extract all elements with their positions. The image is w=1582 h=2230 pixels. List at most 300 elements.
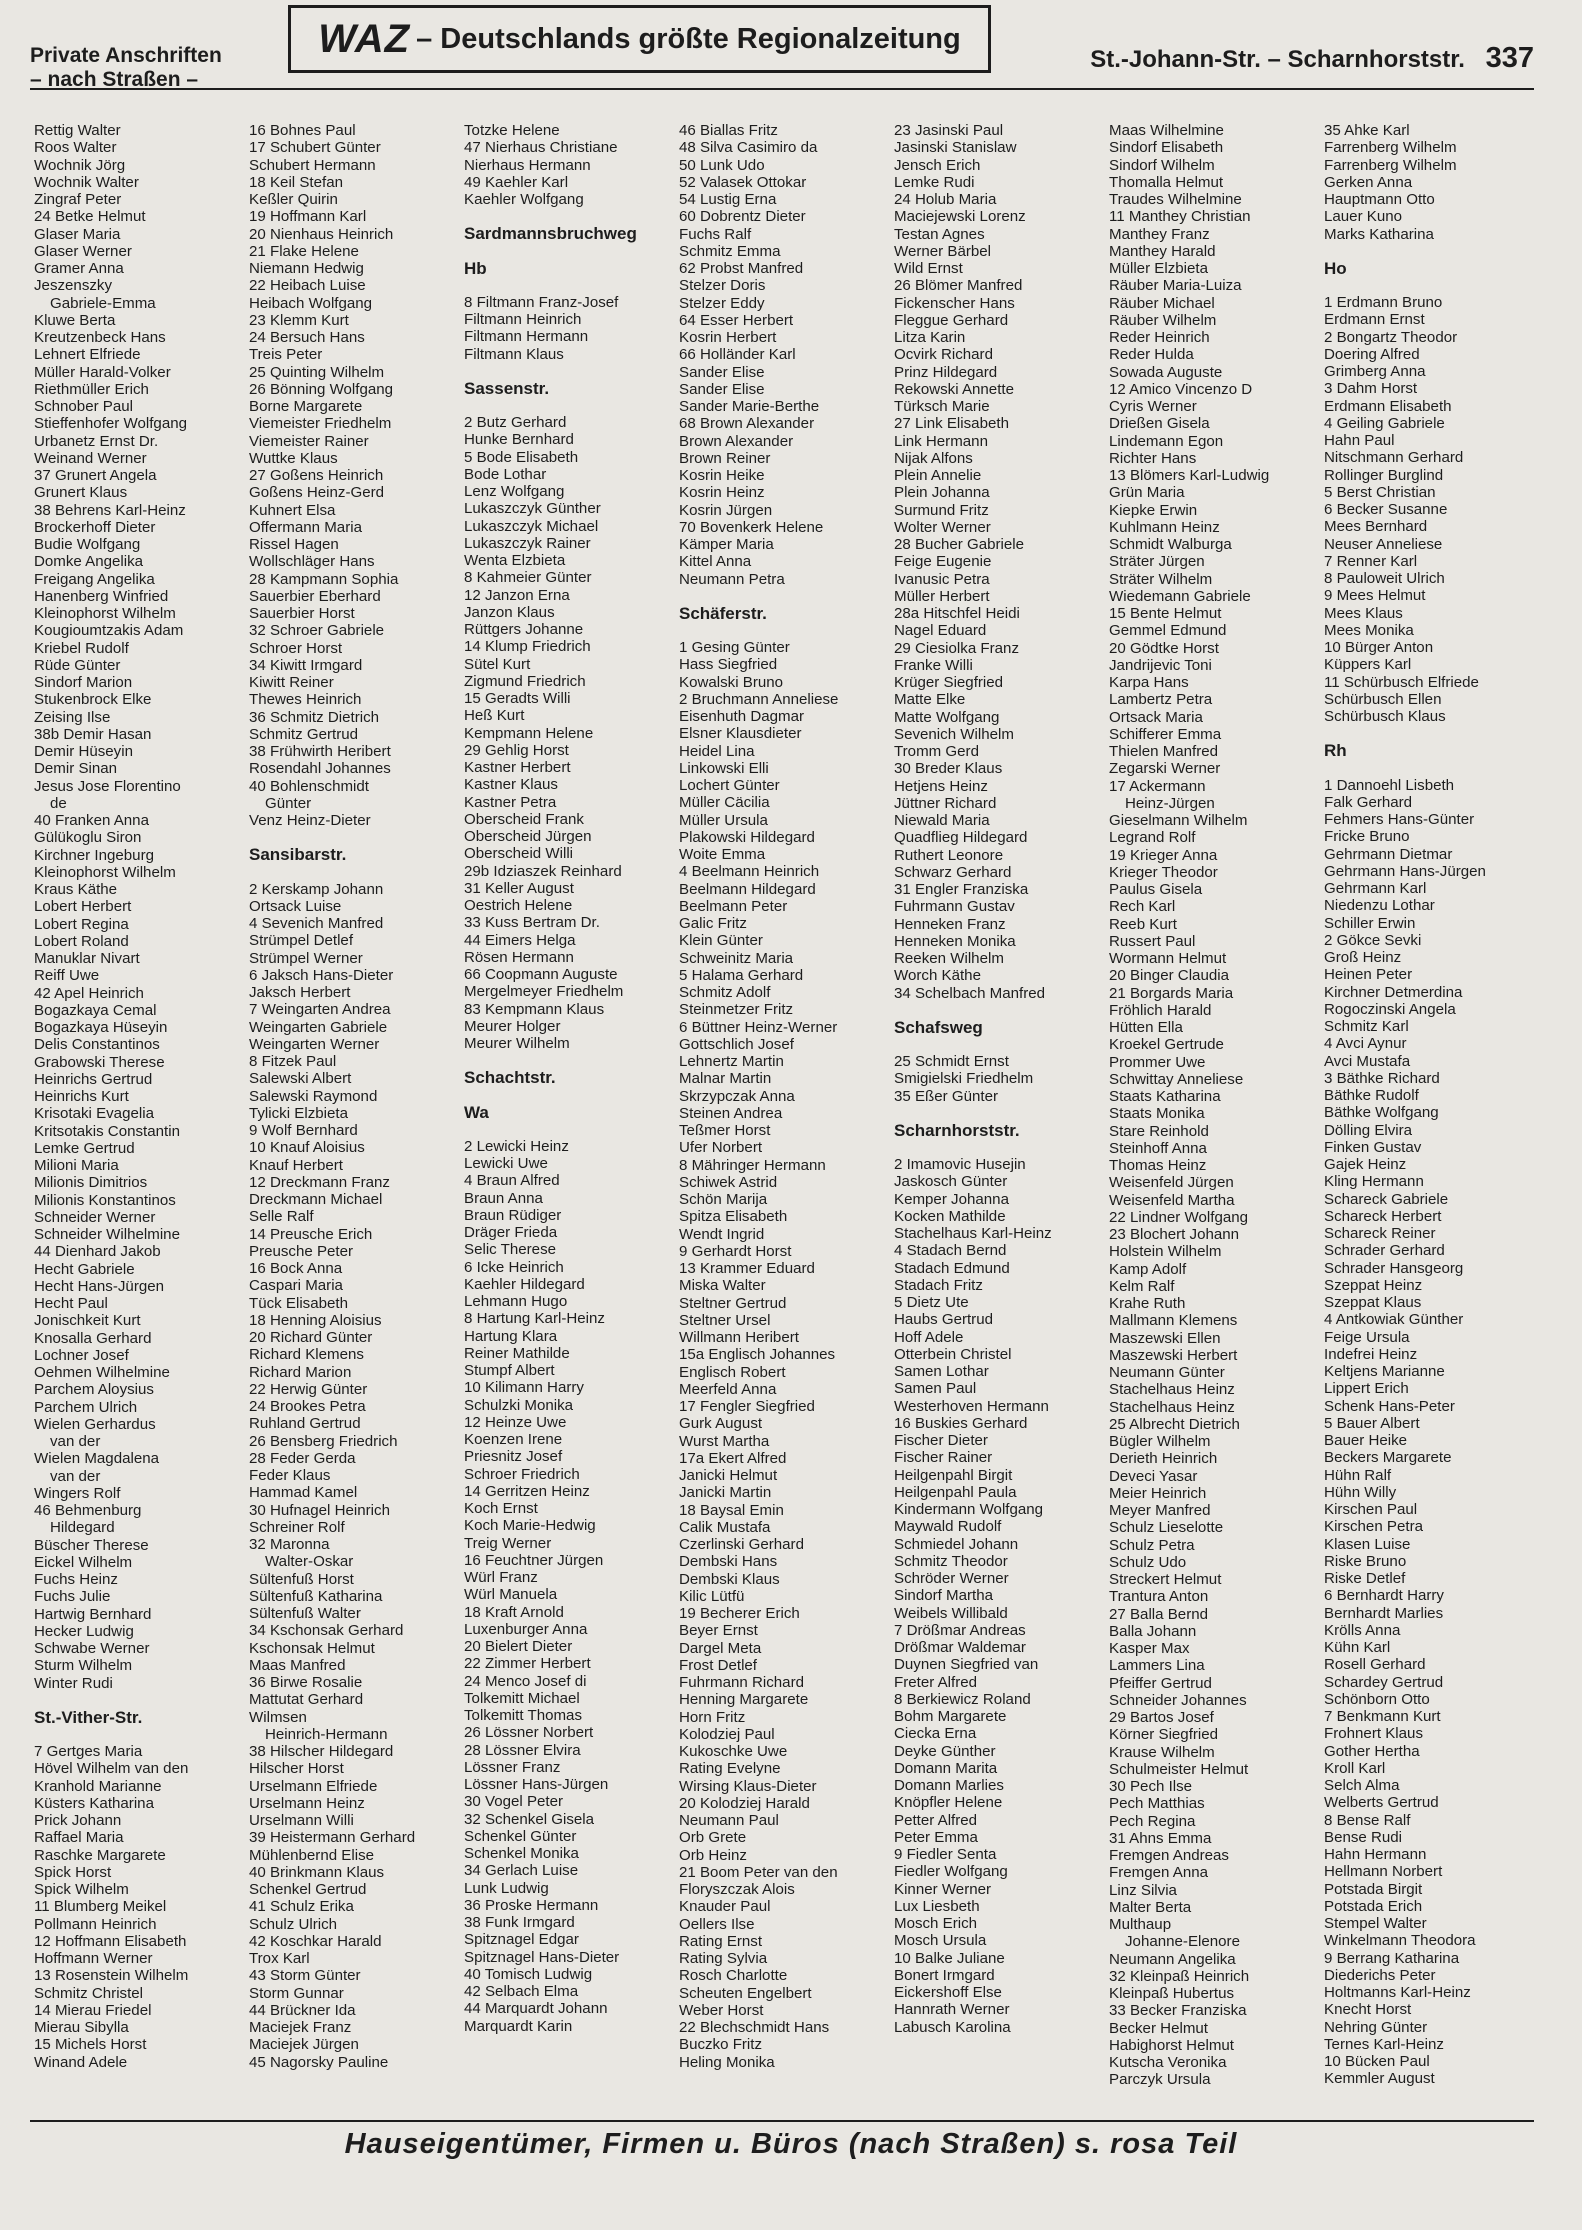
resident-entry: Stadach Fritz — [894, 1276, 983, 1294]
district-code: Ho — [1324, 258, 1347, 278]
resident-entry: Mosch Erich — [894, 1915, 978, 1932]
resident-entry: Steinmetzer Fritz — [679, 1001, 794, 1019]
resident-entry: Krahe Ruth — [1109, 1295, 1186, 1312]
resident-entry: 44 Brückner Ida — [249, 2001, 356, 2019]
resident-entry: Jaksch Herbert — [249, 984, 351, 1001]
resident-entry: 11 Blumberg Meikel — [34, 1898, 167, 1916]
resident-entry: Schenk Hans-Peter — [1324, 1397, 1455, 1415]
resident-entry: Gurk August — [679, 1415, 763, 1433]
resident-entry: Lewicki Uwe — [464, 1155, 548, 1172]
resident-entry: 12 Amico Vincenzo D — [1109, 380, 1253, 398]
resident-entry: Quadflieg Hildegard — [894, 829, 1028, 847]
resident-entry: 21 Boom Peter van den — [679, 1863, 838, 1881]
resident-entry: 9 Fiedler Senta — [894, 1846, 997, 1863]
resident-entry: Fleggue Gerhard — [894, 311, 1009, 329]
resident-entry: Marks Katharina — [1324, 225, 1434, 243]
resident-entry: Spick Horst — [34, 1863, 112, 1881]
resident-entry: 8 Fitzek Paul — [249, 1053, 337, 1070]
resident-entry: 28 Kampmann Sophia — [249, 570, 399, 588]
resident-entry: Stachelhaus Heinz — [1109, 1381, 1235, 1399]
resident-entry: 5 Bauer Albert — [1324, 1414, 1420, 1432]
resident-entry: Heilgenpahl Paula — [894, 1483, 1017, 1501]
resident-entry: Hahn Hermann — [1324, 1846, 1427, 1863]
resident-entry: Gehrmann Dietmar — [1324, 845, 1453, 863]
resident-entry: 43 Storm Günter — [249, 1967, 361, 1985]
resident-entry: 4 Stadach Bernd — [894, 1242, 1007, 1260]
resident-entry: Dembski Klaus — [679, 1570, 780, 1588]
resident-entry: Tylicki Elzbieta — [249, 1104, 348, 1122]
resident-entry: Hannrath Werner — [894, 2001, 1010, 2019]
resident-entry: 27 Link Elisabeth — [894, 415, 1009, 433]
resident-entry: 66 Coopmann Auguste — [464, 966, 618, 983]
resident-entry: Rollinger Burglind — [1324, 466, 1444, 484]
resident-entry: 15a Englisch Johannes — [679, 1346, 836, 1364]
resident-entry: Maas Manfred — [249, 1656, 346, 1674]
resident-entry: Lukaszczyk Michael — [464, 517, 599, 535]
resident-entry: Sauerbier Eberhard — [249, 587, 381, 605]
resident-entry: Körner Siegfried — [1109, 1726, 1219, 1744]
resident-entry: Kirchner Ingeburg — [34, 846, 154, 864]
resident-entry: Kirchner Detmerdina — [1324, 983, 1463, 1001]
resident-entry: Samen Paul — [894, 1380, 977, 1398]
resident-entry: Maywald Rudolf — [894, 1518, 1002, 1536]
resident-entry: Grunert Klaus — [34, 484, 128, 502]
resident-entry: Litza Karin — [894, 329, 966, 346]
resident-entry: 10 Kilimann Harry — [464, 1379, 584, 1397]
resident-entry: Tolkemitt Michael — [464, 1689, 580, 1707]
resident-entry: Kemmler August — [1324, 2070, 1435, 2088]
resident-entry: Hövel Wilhelm van den — [34, 1760, 189, 1778]
resident-entry: Feder Klaus — [249, 1467, 331, 1484]
resident-entry: Malnar Martin — [679, 1070, 772, 1088]
resident-entry: Neumann Paul — [679, 1812, 779, 1829]
resident-entry: Wolter Werner — [894, 518, 991, 536]
resident-entry: 31 Engler Franziska — [894, 881, 1029, 898]
resident-entry: Cyris Werner — [1109, 398, 1197, 415]
resident-entry: Rissel Hagen — [249, 536, 339, 553]
resident-entry: Schulz Ulrich — [249, 1915, 338, 1933]
resident-entry: Franke Willi — [894, 656, 973, 674]
resident-entry: Kuhlmann Heinz — [1109, 518, 1220, 536]
resident-entry: 13 Rosenstein Wilhelm — [34, 1967, 189, 1985]
resident-entry: Jüttner Richard — [894, 794, 997, 812]
resident-entry: Mattutat Gerhard — [249, 1691, 364, 1709]
resident-entry: Reeb Kurt — [1109, 915, 1177, 933]
resident-entry: Müller Elzbieta — [1109, 260, 1208, 277]
resident-entry: 2 Bongartz Theodor — [1324, 328, 1458, 346]
resident-entry: 14 Gerritzen Heinz — [464, 1482, 590, 1500]
resident-entry: Brown Alexander — [679, 432, 794, 450]
resident-entry: Schneider Johannes — [1109, 1691, 1247, 1709]
resident-entry: Kirschen Paul — [1324, 1501, 1418, 1518]
resident-entry: Ruhland Gertrud — [249, 1415, 361, 1433]
resident-entry: 62 Probst Manfred — [679, 260, 804, 277]
resident-entry: Wirsing Klaus-Dieter — [679, 1777, 817, 1795]
resident-entry: Zeising Ilse — [34, 708, 111, 726]
resident-entry: Pech Regina — [1109, 1812, 1196, 1830]
resident-entry: 13 Blömers Karl-Ludwig — [1109, 467, 1270, 484]
resident-entry: 20 Nienhaus Heinrich — [249, 225, 394, 243]
resident-entry: Linz Silvia — [1109, 1881, 1177, 1899]
resident-entry: Ternes Karl-Heinz — [1324, 2035, 1444, 2053]
resident-entry: Ortsack Luise — [249, 897, 342, 915]
resident-entry: Szeppat Heinz — [1324, 1276, 1423, 1294]
resident-entry: Urselmann Willi — [249, 1812, 354, 1829]
resident-entry: 44 Marquardt Johann — [464, 2000, 608, 2018]
resident-entry: 34 Kschonsak Gerhard — [249, 1622, 404, 1640]
resident-entry: Neumann Angelika — [1109, 1950, 1236, 1968]
waz-logo: WAZ — [318, 16, 411, 61]
resident-entry: Kroekel Gertrude — [1109, 1036, 1224, 1054]
resident-entry: Gemmel Edmund — [1109, 622, 1227, 640]
resident-entry: Rosendahl Johannes — [249, 760, 391, 778]
resident-entry: Staats Monika — [1109, 1105, 1205, 1123]
resident-entry: Braun Rüdiger — [464, 1206, 562, 1224]
resident-entry: Mosch Ursula — [894, 1932, 987, 1950]
resident-entry: Reder Hulda — [1109, 346, 1194, 364]
resident-entry: Kittel Anna — [679, 553, 752, 571]
directory-column-4 — [679, 122, 884, 2112]
resident-entry: 19 Krieger Anna — [1109, 846, 1218, 864]
resident-entry: Müller Ursula — [679, 811, 768, 829]
resident-entry: Petter Alfred — [894, 1811, 978, 1829]
resident-entry: 40 Franken Anna — [34, 812, 149, 829]
resident-entry: Sindorf Martha — [894, 1587, 993, 1605]
resident-entry: 10 Bürger Anton — [1324, 639, 1434, 656]
resident-entry: Filtmann Hermann — [464, 328, 589, 346]
resident-entry: Lobert Regina — [34, 915, 129, 933]
resident-entry: Sander Elise — [679, 363, 765, 381]
resident-entry: 16 Bohnes Paul — [249, 122, 356, 139]
resident-entry: 19 Becherer Erich — [679, 1605, 800, 1622]
resident-entry: 83 Kempmann Klaus — [464, 1000, 605, 1018]
resident-entry: Lux Liesbeth — [894, 1897, 980, 1915]
resident-entry: Schneider Wilhelmine — [34, 1226, 180, 1243]
resident-entry: Knecht Horst — [1324, 2001, 1412, 2019]
resident-entry: 16 Bock Anna — [249, 1260, 343, 1277]
resident-entry: 5 Dietz Ute — [894, 1294, 969, 1311]
resident-entry: Stachelhaus Karl-Heinz — [894, 1225, 1052, 1242]
resident-entry: 14 Mierau Friedel — [34, 2001, 152, 2019]
resident-entry: Hellmann Norbert — [1324, 1863, 1443, 1881]
resident-entry: Luxenburger Anna — [464, 1620, 588, 1638]
resident-entry: 23 Klemm Kurt — [249, 311, 349, 329]
resident-entry: Mees Bernhard — [1324, 518, 1428, 536]
resident-entry: Meerfeld Anna — [679, 1380, 777, 1398]
resident-entry: Wochnik Walter — [34, 173, 139, 191]
resident-entry: Woite Emma — [679, 846, 766, 863]
resident-entry: Bernhardt Marlies — [1324, 1604, 1444, 1622]
resident-entry: Holstein Wilhelm — [1109, 1243, 1222, 1261]
resident-entry: 8 Hartung Karl-Heinz — [464, 1310, 605, 1328]
resident-entry: Kschonsak Helmut — [249, 1639, 375, 1657]
resident-entry: Weingarten Gabriele — [249, 1018, 388, 1036]
resident-entry: Lehmann Hugo — [464, 1293, 568, 1310]
resident-entry: Heinrichs Gertrud — [34, 1070, 153, 1088]
resident-entry: Hecht Gabriele — [34, 1260, 135, 1278]
resident-entry: Domke Angelika — [34, 553, 144, 571]
resident-entry: Reiff Uwe — [34, 967, 100, 985]
resident-entry: Hoffmann Werner — [34, 1950, 153, 1967]
resident-entry: Kiepke Erwin — [1109, 501, 1198, 519]
resident-entry: Bense Rudi — [1324, 1828, 1403, 1846]
resident-entry: Fuchs Ralf — [679, 225, 752, 243]
resident-entry: Maas Wilhelmine — [1109, 122, 1224, 139]
resident-entry: Sander Elise — [679, 380, 765, 398]
resident-entry: Schareck Reiner — [1324, 1225, 1436, 1242]
resident-entry: Deyke Günther — [894, 1742, 996, 1760]
resident-entry: Steinhoff Anna — [1109, 1139, 1207, 1157]
resident-entry: Kindermann Wolfgang — [894, 1501, 1044, 1518]
resident-entry: Sültenfuß Horst — [249, 1570, 354, 1588]
resident-entry: 49 Kaehler Karl — [464, 173, 569, 191]
resident-entry: Mergelmeyer Friedhelm — [464, 983, 624, 1001]
resident-entry: Stadach Edmund — [894, 1259, 1010, 1277]
resident-entry: Sevenich Wilhelm — [894, 725, 1014, 743]
resident-entry: Willmann Heribert — [679, 1329, 799, 1346]
resident-entry: Stieffenhofer Wolfgang — [34, 415, 188, 433]
resident-entry: Filtmann Heinrich — [464, 311, 582, 328]
resident-entry: Kosrin Heinz — [679, 484, 765, 502]
resident-entry: Budie Wolfgang — [34, 536, 141, 553]
resident-entry: Beelmann Peter — [679, 897, 788, 915]
resident-entry: Keltjens Marianne — [1324, 1363, 1445, 1380]
resident-entry: Brockerhoff Dieter — [34, 518, 156, 536]
resident-entry: Eisenhuth Dagmar — [679, 708, 805, 725]
resident-entry: Teßmer Horst — [679, 1122, 771, 1139]
resident-entry: Lössner Hans-Jürgen — [464, 1776, 609, 1793]
resident-entry: Schmitz Emma — [679, 242, 781, 260]
resident-entry: Samen Lothar — [894, 1363, 989, 1380]
resident-entry: Sütel Kurt — [464, 655, 531, 673]
resident-entry: Zingraf Peter — [34, 191, 122, 208]
resident-entry: Würl Franz — [464, 1569, 538, 1586]
resident-entry: Rosell Gerhard — [1324, 1656, 1426, 1674]
resident-entry: Plein Johanna — [894, 484, 990, 502]
resident-entry: Wendt Ingrid — [679, 1225, 765, 1243]
resident-entry: Szeppat Klaus — [1324, 1294, 1422, 1311]
resident-entry: Milionis Dimitrios — [34, 1174, 148, 1192]
resident-entry: 4 Antkowiak Günther — [1324, 1311, 1464, 1329]
resident-entry: Räuber Michael — [1109, 294, 1215, 312]
resident-entry: Nagel Eduard — [894, 622, 987, 640]
resident-entry: Strümpel Detlef — [249, 932, 354, 950]
resident-entry: Calik Mustafa — [679, 1518, 771, 1536]
resident-entry: 38 Hilscher Hildegard — [249, 1743, 394, 1760]
resident-entry: Dargel Meta — [679, 1639, 762, 1657]
resident-entry: 36 Proske Hermann — [464, 1896, 599, 1914]
resident-entry: Raschke Margarete — [34, 1846, 166, 1864]
resident-entry: Fuhrmann Gustav — [894, 898, 1015, 916]
resident-entry: 7 Weingarten Andrea — [249, 1001, 391, 1019]
resident-entry: Potstada Birgit — [1324, 1880, 1423, 1898]
resident-entry: Kriebel Rudolf — [34, 639, 129, 657]
resident-entry: Wenta Elzbieta — [464, 552, 566, 569]
resident-entry: 8 Bense Ralf — [1324, 1811, 1411, 1829]
resident-entry: Spitznagel Edgar — [464, 1931, 579, 1949]
resident-entry: 23 Jasinski Paul — [894, 122, 1004, 139]
resident-entry: 2 Gökce Sevki — [1324, 931, 1422, 949]
resident-entry: Manthey Harald — [1109, 242, 1216, 260]
resident-entry: 8 Berkiewicz Roland — [894, 1690, 1031, 1708]
resident-entry: Legrand Rolf — [1109, 829, 1196, 847]
resident-entry: 25 Quinting Wilhelm — [249, 363, 385, 381]
resident-entry: Knauf Herbert — [249, 1156, 343, 1174]
resident-entry: 10 Bücken Paul — [1324, 2053, 1430, 2070]
resident-entry: Riethmüller Erich — [34, 380, 149, 398]
resident-entry: 6 Jaksch Hans-Dieter — [249, 966, 394, 984]
resident-entry: Rogoczinski Angela — [1324, 1000, 1456, 1018]
resident-entry: Frost Detlef — [679, 1656, 758, 1674]
resident-entry: Zegarski Werner — [1109, 760, 1221, 778]
resident-entry: Link Hermann — [894, 432, 988, 450]
resident-entry: 31 Keller August — [464, 879, 574, 897]
resident-entry: Hütten Ella — [1109, 1019, 1183, 1036]
resident-entry: Lehnertz Martin — [679, 1053, 784, 1070]
resident-entry: Nitschmann Gerhard — [1324, 449, 1464, 467]
resident-entry: 5 Halama Gerhard — [679, 966, 804, 984]
page-header-left — [30, 44, 275, 92]
resident-entry: Jonischkeit Kurt — [34, 1312, 141, 1330]
page-number: 337 — [1485, 42, 1534, 74]
resident-entry: Feige Eugenie — [894, 553, 992, 571]
resident-entry: Schmidt Walburga — [1109, 536, 1232, 553]
resident-entry: Grimberg Anna — [1324, 363, 1426, 380]
resident-entry: Drießen Gisela — [1109, 415, 1210, 433]
resident-entry: Fiedler Wolfgang — [894, 1863, 1008, 1881]
resident-entry: Testan Agnes — [894, 225, 985, 243]
resident-entry: Knauder Paul — [679, 1898, 771, 1916]
resident-entry: Kreutzenbeck Hans — [34, 329, 166, 346]
resident-entry: Lobert Roland — [34, 932, 129, 950]
resident-entry: Viemeister Rainer — [249, 432, 369, 450]
resident-entry: 36 Schmitz Dietrich — [249, 708, 380, 726]
resident-entry: Dölling Elvira — [1324, 1121, 1413, 1139]
resident-entry: Oestrich Helene — [464, 897, 573, 914]
resident-entry: 8 Kahmeier Günter — [464, 569, 592, 587]
resident-entry: 12 Hoffmann Elisabeth — [34, 1932, 187, 1950]
resident-entry: Kleinophorst Wilhelm — [34, 863, 176, 881]
resident-entry: Feige Ursula — [1324, 1328, 1410, 1346]
resident-entry: Farrenberg Wilhelm — [1324, 156, 1457, 174]
resident-entry: Stare Reinhold — [1109, 1122, 1209, 1140]
resident-entry: 32 Schroer Gabriele — [249, 622, 385, 640]
resident-entry: Meyer Manfred — [1109, 1502, 1211, 1519]
resident-entry: Werner Bärbel — [894, 242, 992, 260]
resident-entry: Treig Werner — [464, 1534, 552, 1552]
resident-entry: Schulz Lieselotte — [1109, 1519, 1224, 1537]
street-heading: Sassenstr. — [464, 378, 550, 398]
resident-entry: Wilmsen — [249, 1708, 307, 1726]
resident-entry: Demir Sinan — [34, 760, 118, 778]
resident-entry: 17a Ekert Alfred — [679, 1449, 787, 1467]
resident-entry: Ufer Norbert — [679, 1139, 763, 1157]
resident-entry: Heilgenpahl Birgit — [894, 1466, 1013, 1484]
resident-entry: 30 Vogel Peter — [464, 1793, 564, 1811]
resident-entry: Kroll Karl — [1324, 1759, 1386, 1777]
resident-entry: Bogazkaya Cemal — [34, 1001, 157, 1019]
resident-entry: Frohnert Klaus — [1324, 1725, 1423, 1743]
resident-entry: van der — [50, 1433, 101, 1450]
resident-entry: Mees Monika — [1324, 621, 1414, 639]
resident-entry: Sindorf Wilhelm — [1109, 156, 1215, 174]
resident-entry: 8 Pauloweit Ulrich — [1324, 570, 1445, 587]
resident-entry: Glaser Maria — [34, 225, 121, 243]
resident-entry: Preusche Peter — [249, 1242, 354, 1260]
resident-entry: Becker Helmut — [1109, 2019, 1208, 2037]
resident-entry: Neumann Petra — [679, 570, 785, 588]
resident-entry: Heinz-Jürgen — [1125, 794, 1215, 812]
resident-entry: Lukaszczyk Rainer — [464, 534, 591, 552]
resident-entry: 27 Balla Bernd — [1109, 1605, 1209, 1623]
resident-entry: Caspari Maria — [249, 1277, 343, 1295]
resident-entry: Manuklar Nivart — [34, 950, 140, 967]
resident-entry: Schneider Werner — [34, 1208, 156, 1226]
resident-entry: 2 Butz Gerhard — [464, 414, 567, 431]
resident-entry: Gabriele-Emma — [50, 294, 156, 312]
resident-entry: Stelzer Eddy — [679, 294, 765, 312]
street-heading: Sansibarstr. — [249, 845, 347, 865]
resident-entry: Heinrichs Kurt — [34, 1088, 129, 1105]
resident-entry: Delis Constantinos — [34, 1036, 160, 1054]
resident-entry: 5 Bode Elisabeth — [464, 448, 579, 466]
resident-entry: Kling Hermann — [1324, 1173, 1424, 1191]
resident-entry: 6 Bernhardt Harry — [1324, 1587, 1444, 1605]
resident-entry: Galic Fritz — [679, 915, 747, 932]
resident-entry: Steltner Gertrud — [679, 1294, 787, 1312]
resident-entry: Lindemann Egon — [1109, 432, 1224, 450]
resident-entry: Schroer Friedrich — [464, 1465, 580, 1483]
resident-entry: 4 Sevenich Manfred — [249, 915, 384, 932]
resident-entry: 12 Janzon Erna — [464, 586, 570, 604]
resident-entry: Kosrin Herbert — [679, 329, 777, 346]
resident-entry: Salewski Albert — [249, 1070, 352, 1088]
resident-entry: Schreiner Rolf — [249, 1518, 345, 1536]
resident-entry: Selic Therese — [464, 1241, 557, 1259]
resident-entry: 24 Menco Josef di — [464, 1672, 587, 1690]
resident-entry: Kasper Max — [1109, 1640, 1190, 1657]
resident-entry: Neuser Anneliese — [1324, 535, 1443, 553]
resident-entry: Heling Monika — [679, 2053, 775, 2071]
resident-entry: Parchem Ulrich — [34, 1398, 138, 1416]
resident-entry: Kelm Ralf — [1109, 1277, 1175, 1295]
street-heading: Schachtstr. — [464, 1068, 556, 1088]
resident-entry: Bauer Heike — [1324, 1432, 1408, 1449]
resident-entry: Balla Johann — [1109, 1622, 1197, 1640]
resident-entry: Stukenbrock Elke — [34, 691, 152, 709]
resident-entry: Wielen Gerhardus — [34, 1415, 156, 1433]
resident-entry: Schröder Werner — [894, 1570, 1009, 1587]
resident-entry: Lössner Franz — [464, 1758, 561, 1776]
resident-entry: Beckers Margarete — [1324, 1449, 1452, 1467]
resident-entry: Erdmann Elisabeth — [1324, 397, 1452, 415]
resident-entry: Storm Gunnar — [249, 1984, 344, 2002]
resident-entry: Tück Elisabeth — [249, 1294, 348, 1312]
directory-column-3 — [464, 122, 669, 2112]
resident-entry: Fickenscher Hans — [894, 294, 1015, 312]
resident-entry: Heß Kurt — [464, 707, 525, 725]
resident-entry: Sültenfuß Katharina — [249, 1587, 383, 1605]
resident-entry: Potstada Erich — [1324, 1897, 1423, 1915]
resident-entry: Krüger Siegfried — [894, 674, 1004, 691]
resident-entry: Heibach Wolfgang — [249, 294, 373, 312]
resident-entry: Gother Hertha — [1324, 1742, 1420, 1760]
resident-entry: 30 Hufnagel Heinrich — [249, 1501, 390, 1519]
resident-entry: Lukaszczyk Günther — [464, 500, 601, 518]
resident-entry: Farrenberg Wilhelm — [1324, 139, 1457, 157]
resident-entry: Riske Detlef — [1324, 1570, 1406, 1587]
resident-entry: Goßens Heinz-Gerd — [249, 484, 385, 502]
